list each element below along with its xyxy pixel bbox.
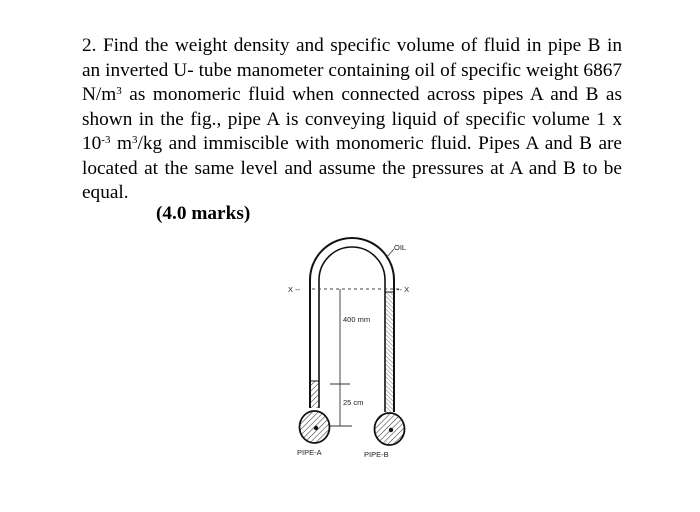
x-right-label: -- X [397, 285, 410, 294]
right-limb-liquid [386, 292, 393, 412]
pipe-b-label: PIPE-B [364, 450, 389, 459]
question-part-2: as monomeric fluid when connected across pipes A and B as shown in the fig., pipe A is conveying liquid of specific volume 1 x 10 [82, 84, 622, 154]
dimension-400-label: 400 mm [343, 315, 371, 324]
u-tube-inner-wall [319, 247, 385, 412]
question-part-3: m [110, 133, 132, 154]
pipe-a-label: PIPE-A [297, 448, 322, 457]
superscript-exponent: -3 [101, 133, 111, 146]
question-part-1: Find the weight density and specific volume of fluid in pipe B in an inverted U- tube manometer containing oil of specific weight 6867 N/m [82, 35, 622, 105]
x-left-label: X -- [288, 285, 301, 294]
oil-label: OIL [394, 243, 407, 252]
question-part-4: /kg and immiscible with monomeric fluid. Pipes A and B are located at the same level and assume the pressures at A and B to be equal. [82, 133, 622, 203]
superscript-cubed-1: 3 [116, 84, 122, 97]
dimension-25-label: 25 cm [343, 398, 364, 407]
marks-label: (4.0 marks) [156, 203, 251, 224]
left-limb-liquid [311, 381, 318, 408]
superscript-cubed-2: 3 [131, 133, 138, 146]
question-number: 2. [82, 35, 97, 56]
